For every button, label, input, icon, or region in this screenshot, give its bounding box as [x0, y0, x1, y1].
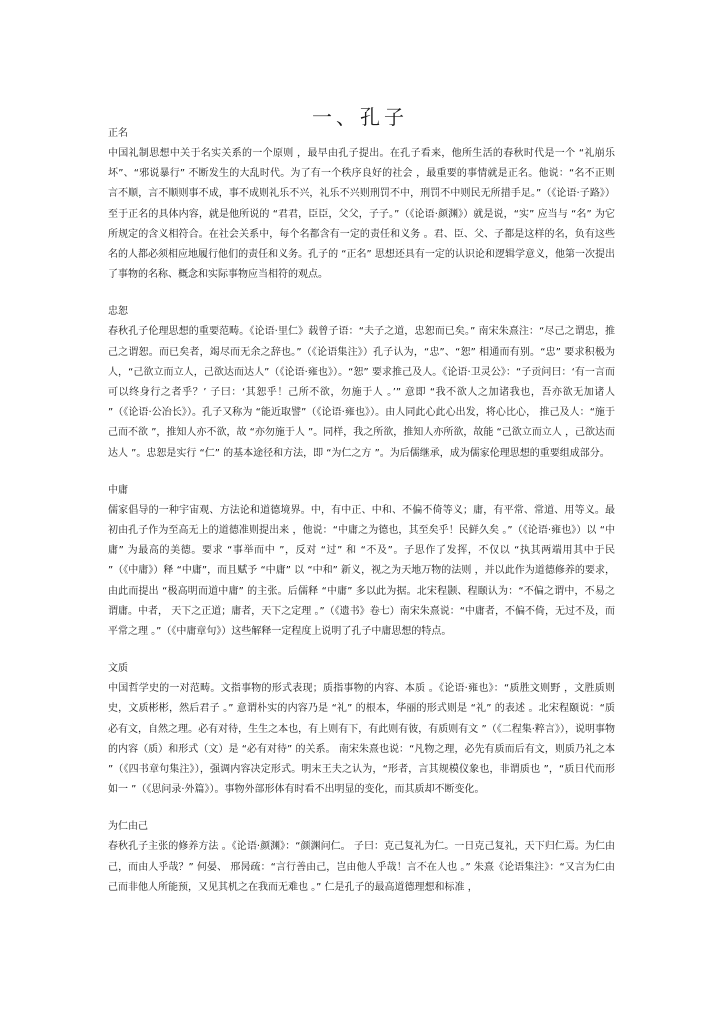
section-zhengming — [108, 124, 615, 285]
section-paragraph: 儒家倡导的一种宇宙观、方法论和道德境界。中，有中正、中和、不偏不倚等义；庸，有平常、常道、用等义。最初由孔子作为至高无上的道德准则提出来 ，他说：“中庸之为德也，其至矣乎！民鲜久矣 。”（《论语·雍也》）以 “中庸” 为最高的美德。要求 “事举而中 ”，反对 “过” 和 “不及”。子思作了发挥，不仅以 “执其两端用其中于民 ”（《中庸》）释 “中庸”，而且赋予 “中庸” 以 “中和” 新义，视之为天地万物的法则 ，并以此作为道德修养的要求，由此而提出 “极高明而道中庸” 的主张。后儒释 “中庸” 多以此为据。北宋程颢、程颐认为：“不偏之谓中，不易之谓庸。中者， 天下之正道；庸者，天下之定理 。”（《遗书》卷七）南宋朱熹说：“中庸者，不偏不倚，无过不及，而平常之理 。”（《中庸章句》）这些解释一定程度上说明了孔子中庸思想的特点。 — [108, 504, 615, 638]
section-heading: 为仁由己 — [108, 821, 148, 833]
section-heading: 正名 — [108, 128, 128, 139]
section-heading: 忠恕 — [108, 306, 128, 318]
section-zhongshu — [108, 302, 615, 463]
page-title: 一、孔子 — [312, 105, 408, 130]
document-body — [108, 124, 615, 915]
section-heading: 中庸 — [108, 484, 128, 496]
section-zhongyong — [108, 481, 615, 642]
section-paragraph: 春秋孔子伦理思想的重要范畴。《论语·里仁》载曾子语：“夫子之道，忠恕而已矣。” 南宋朱熹注：“尽己之谓忠，推己之谓恕。而已矣者，竭尽而无余之辞也。”（《论语集注》）孔子认为，“忠”、“恕” 相通而有别。“忠” 要求积极为人，“己欲立而立人，己欲达而达人”（《论语·雍也》）。“恕” 要求推己及人。《论语·卫灵公》：“子贡问曰：‘有一言而可以终身行之者乎？’ 子曰：‘其恕乎！己所不欲，勿施于人 。’” 意即 “我不欲人之加诸我也，吾亦欲无加诸人 ”（《论语·公冶长》）。孔子又称为 “能近取譬”（《论语·雍也》）。由人同此心此心出发，将心比心， 推己及人：“施于己而不欲 ”，推知人亦不欲，故 “亦勿施于人 ”。同样，我之所欲，推知人亦所欲，故能 “己欲立而立人 ，己欲达而达人 ”。忠恕是实行 “仁” 的基本途径和方法，即 “为仁之方 ”。为后儒继承，成为儒家伦理思想的重要组成部分。 — [108, 326, 615, 459]
section-wenzhi — [108, 659, 615, 800]
section-weirenyouji — [108, 817, 615, 898]
section-heading: 文质 — [108, 663, 128, 675]
section-paragraph: 中国礼制思想中关于名实关系的一个原则 ，最早由孔子提出。在孔子看来，他所生活的春秋时代是一个 “礼崩乐坏”、“邪说暴行” 不断发生的大乱时代。为了有一个秩序良好的社会 ，最重要的事情就是正名。他说：“名不正则言不顺，言不顺则事不成，事不成则礼乐不兴，礼乐不兴则刑罚不中，刑罚不中则民无所措手足。”（《论语·子路》）至于正名的具体内容，就是他所说的 “君君，臣臣，父父，子子。”（《论语·颜渊》）就是说，“实” 应当与 “名” 为它所规定的含义相符合。在社会关系中，每个名都含有一定的责任和义务 。君、臣、父、子都是这样的名，负有这些名的人都必须相应地履行他们的责任和义务。孔子的 “正名” 思想还具有一定的认识论和逻辑学意义，他第一次提出了事物的名称、概念和实际事物应当相符的观点。 — [108, 148, 615, 281]
section-paragraph: 春秋孔子主张的修养方法 。《论语·颜渊》：“颜渊问仁。 子曰：克己复礼为仁。一日克己复礼，天下归仁焉。为仁由己，而由人乎哉？” 何晏、 邢昺疏：“言行善由己，岂由他人乎哉！言不在人也 。” 朱熹《论语集注》：“又言为仁由己而非他人所能预，又见其机之在我而无难也 。” 仁是孔子的最高道德理想和标准 ， — [108, 841, 615, 893]
section-paragraph: 中国哲学史的一对范畴。文指事物的形式表现；质指事物的内容、本质 。《论语·雍也》：“质胜文则野 ，文胜质则史，文质彬彬，然后君子 。” 意谓朴实的内容乃是 “礼” 的根本，华丽的形式则是 “礼” 的表述 。北宋程颐说：“质必有文，自然之理。必有对待，生生之本也，有上则有下，有此则有彼，有质则有文 ”（《二程集·粹言》），说明事物的内容（质）和形式（文）是 “必有对待” 的关系。 南宋朱熹也说：“凡物之理，必先有质而后有文，则质乃礼之本 ”（《四书章句集注》），强调内容决定形式。明末王夫之认为，“形者，言其规模仪象也，非谓质也 ”，“质日代而形如一 ”（《思问录·外篇》）。事物外部形体有时看不出明显的变化，而其质却不断变化。 — [108, 683, 615, 796]
